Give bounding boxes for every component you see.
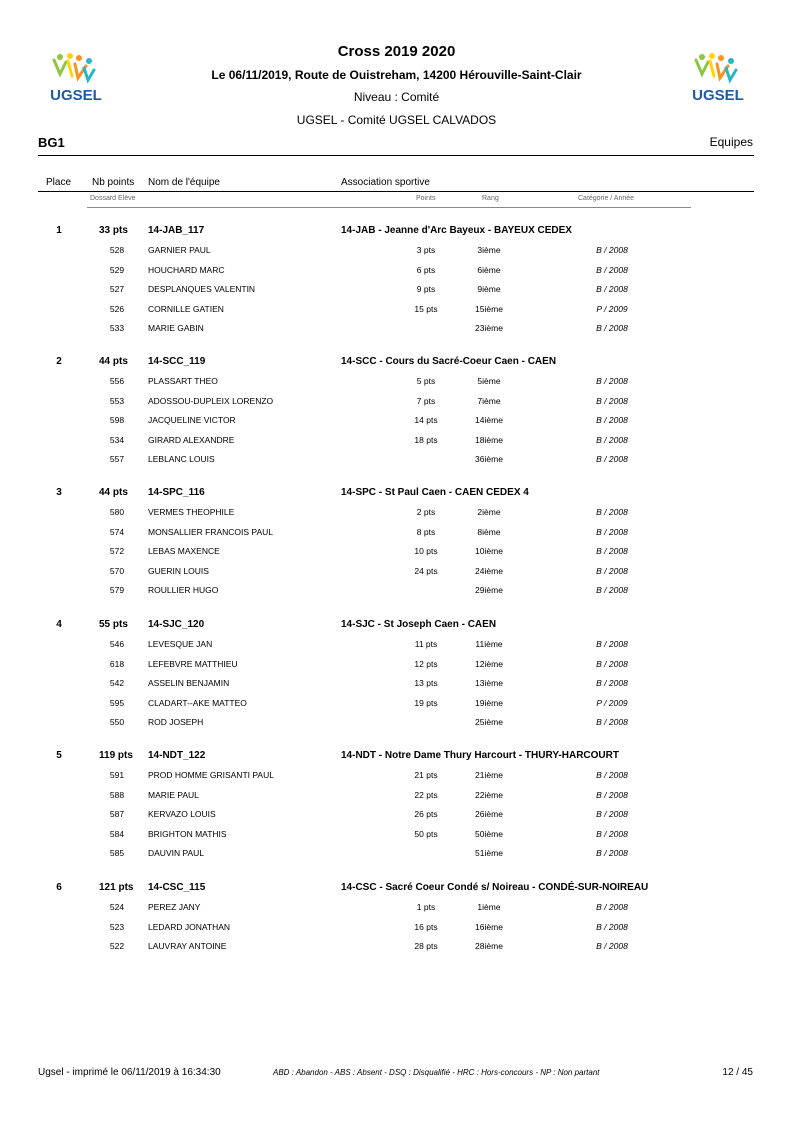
header-divider xyxy=(38,155,754,156)
col-bib: Dossard xyxy=(90,195,117,202)
member-name: LEBAS MAXENCE xyxy=(148,546,220,556)
member-points: 1 pts xyxy=(416,902,436,912)
member-rank: 15ième xyxy=(475,303,503,314)
member-bib: 588 xyxy=(109,789,125,800)
member-category: B / 2008 xyxy=(596,454,628,464)
print-info: Ugsel - imprimé le 06/11/2019 à 16:34:30 xyxy=(38,1067,221,1078)
member-name: CORNILLE GATIEN xyxy=(148,303,224,314)
member-points: 24 pts xyxy=(414,565,438,576)
member-category: B / 2008 xyxy=(596,941,628,951)
member-category: B / 2008 xyxy=(596,323,628,333)
member-category: B / 2008 xyxy=(596,245,628,255)
member-category: B / 2008 xyxy=(596,264,628,275)
member-name: LEDARD JONATHAN xyxy=(148,921,231,932)
team-association: 14-NDT - Notre Dame Thury Harcourt - THURY-HARCOURT xyxy=(341,750,619,761)
logo-text-right: UGSEL xyxy=(692,87,744,104)
member-points: 14 pts xyxy=(414,415,438,425)
team-name: 14-JAB_117 xyxy=(148,225,205,236)
member-bib: 533 xyxy=(109,323,125,333)
member-category: B / 2008 xyxy=(596,717,628,727)
member-rank: 25ième xyxy=(475,717,503,727)
subheader-divider xyxy=(87,207,691,208)
team-points: 44 pts xyxy=(99,356,128,367)
member-rank: 29ième xyxy=(475,585,503,595)
member-name: ROULLIER HUGO xyxy=(148,585,219,595)
member-bib: 580 xyxy=(109,507,125,517)
member-bib: 584 xyxy=(109,828,125,839)
member-name: LEBLANC LOUIS xyxy=(148,454,215,464)
member-category: B / 2008 xyxy=(596,507,628,517)
member-rank: 8ième xyxy=(477,526,501,537)
member-rank: 5ième xyxy=(477,376,501,386)
member-row xyxy=(0,300,793,320)
member-name: ROD JOSEPH xyxy=(148,717,204,727)
member-rank: 1ième xyxy=(477,902,501,912)
member-bib: 553 xyxy=(109,395,125,406)
team-name: 14-CSC_115 xyxy=(148,882,206,893)
member-points: 16 pts xyxy=(414,921,438,932)
col-points: Nb points xyxy=(92,177,135,188)
member-points: 10 pts xyxy=(414,546,438,556)
member-bib: 523 xyxy=(109,921,125,932)
category-code: BG1 xyxy=(38,135,65,150)
member-bib: 556 xyxy=(109,376,125,386)
team-row xyxy=(0,221,793,241)
team-row xyxy=(0,746,793,766)
member-name: GARNIER PAUL xyxy=(148,245,211,255)
member-row xyxy=(0,786,793,806)
member-name: VERMES THEOPHILE xyxy=(148,507,235,517)
col-team-name: Nom de l'équipe xyxy=(148,177,220,188)
member-points: 7 pts xyxy=(416,395,436,406)
team-place: 3 xyxy=(56,487,62,498)
team-row xyxy=(0,615,793,635)
member-name: LEVESQUE JAN xyxy=(148,639,213,649)
member-bib: 595 xyxy=(109,697,125,708)
team-block xyxy=(0,483,793,601)
member-points: 15 pts xyxy=(414,303,438,314)
member-category: B / 2008 xyxy=(596,434,628,445)
team-place: 5 xyxy=(56,750,62,761)
member-rank: 18ième xyxy=(475,434,503,445)
member-rank: 23ième xyxy=(475,323,503,333)
member-category: B / 2008 xyxy=(596,770,628,780)
col-category-year: Catégorie / Année xyxy=(578,195,635,202)
team-row xyxy=(0,483,793,503)
member-points: 13 pts xyxy=(414,678,438,688)
member-name: BRIGHTON MATHIS xyxy=(148,828,227,839)
member-rank: 9ième xyxy=(477,284,501,294)
member-name: DAUVIN PAUL xyxy=(148,848,205,858)
member-rank: 50ième xyxy=(475,828,503,839)
member-row xyxy=(0,280,793,300)
member-bib: 570 xyxy=(109,565,125,576)
team-place: 6 xyxy=(56,882,62,893)
member-category: B / 2008 xyxy=(596,921,628,932)
col-association: Association sportive xyxy=(341,177,430,188)
team-name: 14-SJC_120 xyxy=(148,619,205,630)
team-name: 14-NDT_122 xyxy=(148,750,206,761)
member-points: 26 pts xyxy=(414,809,438,819)
member-category: B / 2008 xyxy=(596,639,628,649)
member-category: B / 2008 xyxy=(596,828,628,839)
team-name: 14-SPC_116 xyxy=(148,487,205,498)
team-association: 14-JAB - Jeanne d'Arc Bayeux - BAYEUX CEDEX xyxy=(341,225,572,236)
member-points: 8 pts xyxy=(416,526,436,537)
member-bib: 550 xyxy=(109,717,125,727)
member-rank: 13ième xyxy=(475,678,503,688)
member-bib: 534 xyxy=(109,434,125,445)
team-association: 14-CSC - Sacré Coeur Condé s/ Noireau - CONDÉ-SUR-NOIREAU xyxy=(341,882,649,893)
member-points: 19 pts xyxy=(414,697,438,708)
member-name: PEREZ JANY xyxy=(148,902,201,912)
member-rank: 2ième xyxy=(477,507,501,517)
member-points: 21 pts xyxy=(414,770,438,780)
member-name: MONSALLIER FRANCOIS PAUL xyxy=(148,526,274,537)
member-category: B / 2008 xyxy=(596,395,628,406)
member-rank: 24ième xyxy=(475,565,503,576)
member-bib: 579 xyxy=(109,585,125,595)
col-member-points: Points xyxy=(416,195,436,202)
abbreviation-legend: ABD : Abandon - ABS : Absent - DSQ : Disqualifié - HRC : Hors-concours - NP : Non partant xyxy=(273,1068,600,1077)
member-rank: 10ième xyxy=(475,546,503,556)
member-name: PLASSART THEO xyxy=(148,376,218,386)
team-points: 33 pts xyxy=(99,225,128,236)
member-category: B / 2008 xyxy=(596,678,628,688)
member-points: 22 pts xyxy=(414,789,438,800)
member-points: 9 pts xyxy=(416,284,436,294)
member-row xyxy=(0,241,793,261)
team-block xyxy=(0,352,793,470)
team-association: 14-SCC - Cours du Sacré-Coeur Caen - CAEN xyxy=(341,356,557,367)
member-row xyxy=(0,450,793,470)
member-category: B / 2008 xyxy=(596,789,628,800)
member-bib: 585 xyxy=(109,848,125,858)
member-points: 12 pts xyxy=(414,658,438,669)
member-name: PROD HOMME GRISANTI PAUL xyxy=(148,770,274,780)
member-rank: 26ième xyxy=(475,809,503,819)
member-points: 11 pts xyxy=(414,639,438,649)
team-association: 14-SJC - St Joseph Caen - CAEN xyxy=(341,619,497,630)
member-rank: 28ième xyxy=(475,941,503,951)
team-place: 1 xyxy=(56,225,62,236)
member-row xyxy=(0,319,793,339)
team-block xyxy=(0,878,793,957)
member-name: GUERIN LOUIS xyxy=(148,565,209,576)
team-block xyxy=(0,615,793,733)
member-rank: 14ième xyxy=(475,415,503,425)
team-points: 121 pts xyxy=(99,882,134,893)
member-bib: 557 xyxy=(109,454,125,464)
member-rank: 51ième xyxy=(475,848,503,858)
member-points: 50 pts xyxy=(414,828,438,839)
member-category: B / 2008 xyxy=(596,546,628,556)
listing-type: Equipes xyxy=(709,135,753,149)
member-category: B / 2008 xyxy=(596,376,628,386)
member-category: B / 2008 xyxy=(596,526,628,537)
member-row xyxy=(0,562,793,582)
member-points: 5 pts xyxy=(416,376,436,386)
member-name: DESPLANQUES VALENTIN xyxy=(148,284,256,294)
member-row xyxy=(0,674,793,694)
member-row xyxy=(0,844,793,864)
team-row xyxy=(0,878,793,898)
member-row xyxy=(0,766,793,786)
member-name: JACQUELINE VICTOR xyxy=(148,415,236,425)
member-name: MARIE GABIN xyxy=(148,323,204,333)
member-bib: 529 xyxy=(109,264,125,275)
member-row xyxy=(0,713,793,733)
member-rank: 21ième xyxy=(475,770,503,780)
member-points: 6 pts xyxy=(416,264,436,275)
member-category: B / 2008 xyxy=(596,284,628,294)
member-row xyxy=(0,372,793,392)
member-row xyxy=(0,411,793,431)
member-rank: 6ième xyxy=(477,264,501,275)
member-name: ADOSSOU-DUPLEIX LORENZO xyxy=(148,395,274,406)
member-bib: 598 xyxy=(109,415,125,425)
member-category: B / 2008 xyxy=(596,565,628,576)
member-row xyxy=(0,431,793,451)
member-name: LAUVRAY ANTOINE xyxy=(148,941,227,951)
col-rank: Rang xyxy=(482,195,499,202)
team-block xyxy=(0,746,793,864)
member-name: CLADART--AKE MATTEO xyxy=(148,697,247,708)
organizer-label: UGSEL - Comité UGSEL CALVADOS xyxy=(296,113,497,127)
page-title: Cross 2019 2020 xyxy=(337,43,456,60)
member-category: B / 2008 xyxy=(596,415,628,425)
member-points: 3 pts xyxy=(416,245,436,255)
member-category: B / 2008 xyxy=(596,658,628,669)
logo-text-left: UGSEL xyxy=(50,87,102,104)
member-name: GIRARD ALEXANDRE xyxy=(148,434,235,445)
member-bib: 527 xyxy=(109,284,125,294)
member-name: MARIE PAUL xyxy=(148,789,199,800)
member-rank: 12ième xyxy=(475,658,503,669)
member-row xyxy=(0,898,793,918)
member-row xyxy=(0,805,793,825)
member-rank: 16ième xyxy=(475,921,503,932)
member-points: 2 pts xyxy=(416,507,436,517)
member-bib: 542 xyxy=(109,678,125,688)
member-row xyxy=(0,503,793,523)
event-date-location: Le 06/11/2019, Route de Ouistreham, 14200 Hérouville-Saint-Clair xyxy=(211,68,582,82)
member-name: HOUCHARD MARC xyxy=(148,264,225,275)
member-rank: 3ième xyxy=(477,245,501,255)
page-number: 12 / 45 xyxy=(722,1067,753,1078)
member-category: P / 2009 xyxy=(596,697,628,708)
member-category: B / 2008 xyxy=(596,809,628,819)
team-points: 44 pts xyxy=(99,487,128,498)
member-rank: 36ième xyxy=(475,454,503,464)
member-bib: 618 xyxy=(109,658,125,669)
column-divider xyxy=(38,191,754,192)
member-rank: 7ième xyxy=(477,395,501,406)
member-rank: 19ième xyxy=(475,697,503,708)
member-points: 18 pts xyxy=(414,434,438,445)
team-place: 4 xyxy=(56,619,62,630)
member-bib: 546 xyxy=(109,639,125,649)
col-place: Place xyxy=(46,177,72,188)
member-bib: 591 xyxy=(109,770,125,780)
member-category: B / 2008 xyxy=(596,902,628,912)
member-row xyxy=(0,581,793,601)
member-row xyxy=(0,655,793,675)
member-row xyxy=(0,635,793,655)
member-name: ASSELIN BENJAMIN xyxy=(148,678,230,688)
member-bib: 572 xyxy=(109,546,125,556)
member-bib: 528 xyxy=(109,245,125,255)
member-bib: 574 xyxy=(109,526,125,537)
team-name: 14-SCC_119 xyxy=(148,356,206,367)
member-bib: 587 xyxy=(109,809,125,819)
member-row xyxy=(0,392,793,412)
level-label: Niveau : Comité xyxy=(353,90,440,104)
member-rank: 22ième xyxy=(475,789,503,800)
member-category: P / 2009 xyxy=(596,303,628,314)
team-points: 119 pts xyxy=(99,750,133,761)
member-row xyxy=(0,825,793,845)
team-block xyxy=(0,221,793,339)
member-name: KERVAZO LOUIS xyxy=(148,809,216,819)
member-row xyxy=(0,542,793,562)
member-bib: 522 xyxy=(109,941,125,951)
member-row xyxy=(0,523,793,543)
member-row xyxy=(0,918,793,938)
team-row xyxy=(0,352,793,372)
team-association: 14-SPC - St Paul Caen - CAEN CEDEX 4 xyxy=(341,487,529,498)
member-row xyxy=(0,694,793,714)
member-bib: 526 xyxy=(109,303,125,314)
member-points: 28 pts xyxy=(414,941,438,951)
col-student: Elève xyxy=(118,195,136,202)
member-rank: 11ième xyxy=(475,639,503,649)
team-place: 2 xyxy=(56,356,62,367)
member-category: B / 2008 xyxy=(596,848,628,858)
member-row xyxy=(0,937,793,957)
member-row xyxy=(0,261,793,281)
member-category: B / 2008 xyxy=(596,585,628,595)
team-points: 55 pts xyxy=(99,619,128,630)
member-bib: 524 xyxy=(109,902,125,912)
member-name: LEFEBVRE MATTHIEU xyxy=(148,658,238,669)
